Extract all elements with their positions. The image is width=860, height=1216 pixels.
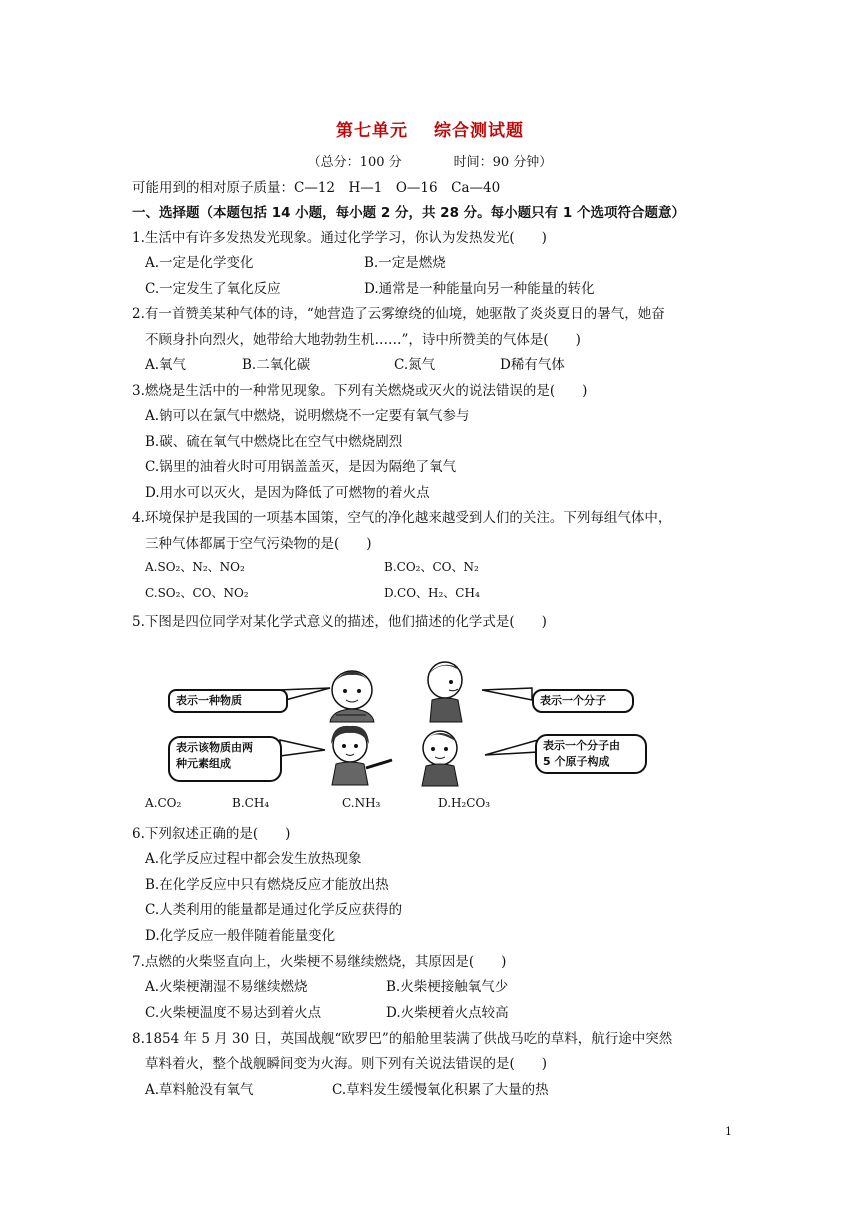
q2-stem-line1: 2.有一首赞美某种气体的诗，“她营造了云雾缭绕的仙境，她驱散了炎炎夏日的暑气，她奋 xyxy=(132,306,665,322)
q8-stem-line1: 8.1854 年 5 月 30 日，英国战舰“欧罗巴”的船舱里装满了供战马吃的草料，航行途中突然 xyxy=(132,1031,673,1047)
q1-option-a: A.一定是化学变化 xyxy=(145,255,254,271)
q7-option-b: B.火柴梗接触氧气少 xyxy=(386,979,509,995)
q4-stem-line2: 三种气体都属于空气污染物的是( ) xyxy=(145,536,372,552)
q5-stem: 5.下图是四位同学对某化学式意义的描述，他们描述的化学式是( ) xyxy=(132,614,547,630)
q8-option-c: C.草料发生缓慢氧化积累了大量的热 xyxy=(332,1082,549,1098)
bubble-4-line1: 表示一个分子由 xyxy=(543,739,620,752)
q3-option-b: B.碳、硫在氧气中燃烧比在空气中燃烧剧烈 xyxy=(145,434,403,450)
q5-option-a: A.CO₂ xyxy=(145,796,182,810)
speech-bubble-1: 表示一种物质 xyxy=(168,689,288,713)
bubble-3-line1: 表示该物质由两 xyxy=(176,741,253,754)
q5-option-b: B.CH₄ xyxy=(232,796,270,810)
q4-option-c: C.SO₂、CO、NO₂ xyxy=(145,586,249,600)
total-score: （总分：100 分 xyxy=(307,155,402,170)
q1-option-b: B.一定是燃烧 xyxy=(364,255,446,271)
q3-stem: 3.燃烧是生活中的一种常见现象。下列有关燃烧或灭火的说法错误的是( ) xyxy=(132,383,588,399)
atomic-masses: 可能用到的相对原子质量：C—12 H—1 O—16 Ca—40 xyxy=(132,180,501,196)
page-title xyxy=(0,116,860,141)
page-number: 1 xyxy=(725,1125,732,1138)
speech-bubble-3 xyxy=(168,736,282,782)
q4-option-b: B.CO₂、CO、N₂ xyxy=(384,560,479,574)
q5-option-c: C.NH₃ xyxy=(342,796,381,810)
q2-option-a: A.氧气 xyxy=(145,357,187,373)
bubble-4-line2: 5 个原子构成 xyxy=(543,755,610,768)
student-boy-2-icon xyxy=(422,731,458,786)
q7-stem: 7.点燃的火柴竖直向上，火柴梗不易继续燃烧，其原因是( ) xyxy=(132,954,507,970)
title-part1: 第七单元 xyxy=(336,121,408,141)
q2-option-d: D稀有气体 xyxy=(500,357,565,373)
q1-option-c: C.一定发生了氧化反应 xyxy=(145,281,281,297)
q8-option-a: A.草料舱没有氧气 xyxy=(145,1082,254,1098)
q4-stem-line1: 4.环境保护是我国的一项基本国策，空气的净化越来越受到人们的关注。下列每组气体中， xyxy=(132,510,672,526)
q6-stem: 6.下列叙述正确的是( ) xyxy=(132,826,291,842)
q4-option-a: A.SO₂、N₂、NO₂ xyxy=(145,560,245,574)
q2-option-c: C.氮气 xyxy=(394,357,436,373)
q3-option-d: D.用水可以灭火，是因为降低了可燃物的着火点 xyxy=(145,485,430,501)
exam-info xyxy=(0,151,860,170)
q4-option-d: D.CO、H₂、CH₄ xyxy=(384,586,480,600)
exam-time: 时间：90 分钟） xyxy=(453,155,553,170)
q7-option-d: D.火柴梗着火点较高 xyxy=(386,1005,509,1021)
bubble-3-line2: 种元素组成 xyxy=(176,757,231,770)
q3-option-a: A.钠可以在氯气中燃烧，说明燃烧不一定要有氧气参与 xyxy=(145,408,470,424)
q5-option-d: D.H₂CO₃ xyxy=(438,796,491,810)
title-part2: 综合测试题 xyxy=(434,121,524,141)
q2-stem-line2: 不顾身扑向烈火，她带给大地勃勃生机……”，诗中所赞美的气体是( ) xyxy=(145,332,581,348)
student-girl-2-icon xyxy=(331,726,392,785)
speech-bubble-4 xyxy=(535,734,647,774)
q8-stem-line2: 草料着火，整个战舰瞬间变为火海。则下列有关说法错误的是( ) xyxy=(145,1056,548,1072)
student-girl-1-icon xyxy=(330,671,374,722)
q6-option-b: B.在化学反应中只有燃烧反应才能放出热 xyxy=(145,877,389,893)
section1-header: 一、选择题（本题包括 14 小题，每小题 2 分，共 28 分。每小题只有 1 个选项符合题意） xyxy=(132,205,685,221)
q6-option-c: C.人类利用的能量都是通过化学反应获得的 xyxy=(145,902,403,918)
q1-stem: 1.生活中有许多发热发光现象。通过化学学习，你认为发热发光( ) xyxy=(132,230,547,246)
speech-bubble-2: 表示一个分子 xyxy=(532,689,634,713)
student-boy-1-icon xyxy=(428,662,462,722)
q3-option-c: C.锅里的油着火时可用锅盖盖灭，是因为隔绝了氧气 xyxy=(145,459,457,475)
q6-option-d: D.化学反应一般伴随着能量变化 xyxy=(145,928,336,944)
q7-option-c: C.火柴梗温度不易达到着火点 xyxy=(145,1005,322,1021)
q2-option-b: B.二氧化碳 xyxy=(242,357,311,373)
q1-option-d: D.通常是一种能量向另一种能量的转化 xyxy=(364,281,595,297)
q7-option-a: A.火柴梗潮湿不易继续燃烧 xyxy=(145,979,308,995)
q6-option-a: A.化学反应过程中都会发生放热现象 xyxy=(145,851,362,867)
